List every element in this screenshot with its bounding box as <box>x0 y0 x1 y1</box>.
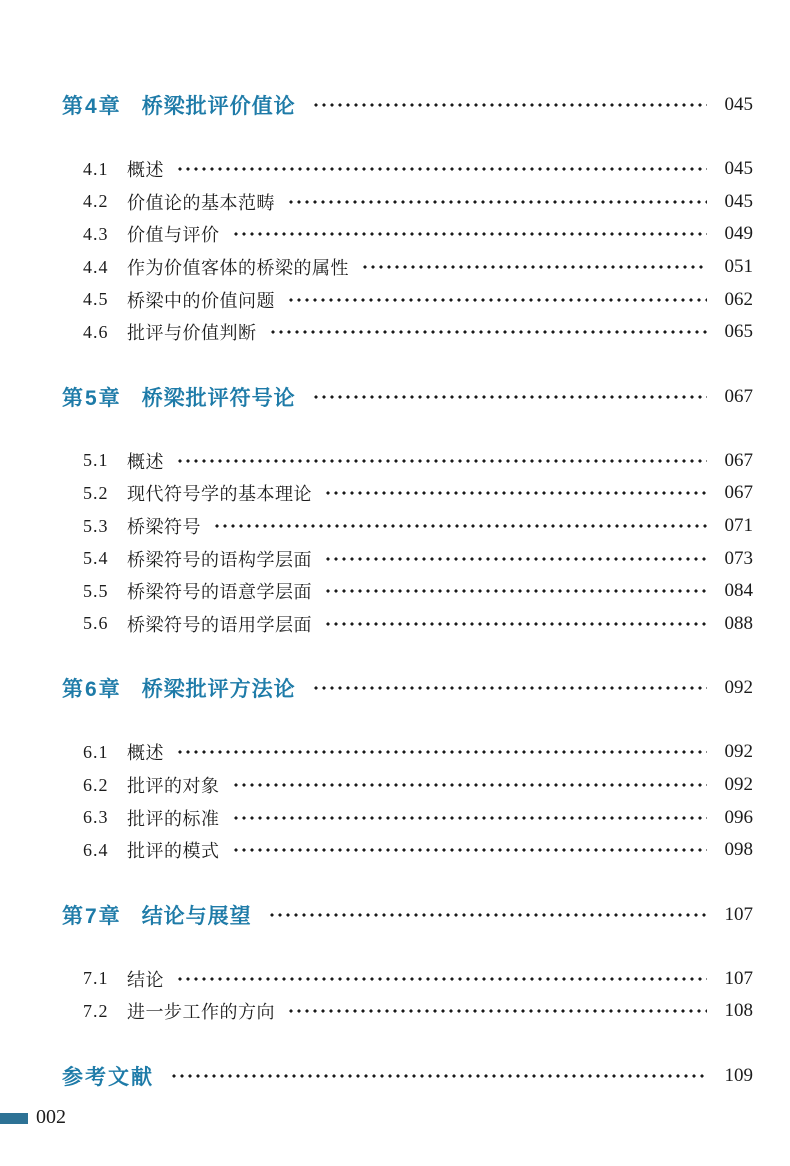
dot-leader <box>176 736 707 769</box>
dot-leader <box>324 608 707 641</box>
chapter-title: 桥梁批评符号论 <box>141 386 296 410</box>
toc-item-row <box>83 510 753 543</box>
item-page-number: 098 <box>724 839 753 861</box>
item-title: 价值与评价 <box>127 225 220 246</box>
item-page-number: 084 <box>724 580 753 602</box>
dot-leader <box>232 801 708 834</box>
item-title: 批评的标准 <box>127 808 220 829</box>
dot-leader <box>232 769 708 802</box>
dot-leader <box>312 385 707 409</box>
item-title: 批评的模式 <box>127 841 220 862</box>
toc-item-row <box>83 445 753 478</box>
item-page-number: 088 <box>724 612 753 634</box>
footer-accent-bar <box>0 1113 28 1124</box>
item-number: 5.1 <box>83 450 109 471</box>
item-number: 5.2 <box>83 482 109 503</box>
item-number: 5.6 <box>83 613 109 634</box>
toc-item-row <box>83 608 753 641</box>
chapter-label: 第7章 <box>62 904 122 928</box>
item-page-number: 062 <box>724 288 753 310</box>
dot-leader <box>268 903 707 927</box>
item-title: 结论 <box>127 969 164 990</box>
chapter-page-number: 067 <box>724 385 753 407</box>
item-title: 概述 <box>127 451 164 472</box>
chapter-label: 参考文献 <box>62 1065 154 1089</box>
toc-item-row <box>83 251 753 284</box>
dot-leader <box>287 186 707 219</box>
item-number: 7.1 <box>83 968 109 989</box>
chapter-page-number: 092 <box>724 677 753 699</box>
item-title: 进一步工作的方向 <box>127 1002 275 1023</box>
toc-item-row <box>83 575 753 608</box>
item-number: 4.3 <box>83 223 109 244</box>
item-page-number: 092 <box>724 774 753 796</box>
item-number: 4.2 <box>83 191 109 212</box>
item-number: 5.5 <box>83 580 109 601</box>
toc-item-row <box>83 477 753 510</box>
dot-leader <box>232 218 708 251</box>
chapter-items <box>62 963 753 1028</box>
toc-item-row <box>83 153 753 186</box>
item-page-number: 051 <box>724 256 753 278</box>
item-number: 6.4 <box>83 839 109 860</box>
toc-item-row <box>83 995 753 1028</box>
dot-leader <box>324 477 707 510</box>
item-page-number: 067 <box>724 449 753 471</box>
item-page-number: 108 <box>724 1000 753 1022</box>
chapter-title: 桥梁批评方法论 <box>141 678 296 702</box>
dot-leader <box>287 283 707 316</box>
item-page-number: 071 <box>724 515 753 537</box>
item-page-number: 045 <box>724 190 753 212</box>
item-number: 5.4 <box>83 548 109 569</box>
toc-item-row <box>83 736 753 769</box>
chapter-row <box>62 903 753 927</box>
toc-item-row <box>83 218 753 251</box>
item-title: 桥梁符号的语用学层面 <box>127 614 312 635</box>
item-title: 桥梁符号 <box>127 517 201 538</box>
toc-item-row <box>83 769 753 802</box>
item-title: 现代符号学的基本理论 <box>127 484 312 505</box>
item-number: 6.1 <box>83 741 109 762</box>
chapter-items <box>62 445 753 641</box>
item-page-number: 067 <box>724 482 753 504</box>
dot-leader <box>269 316 708 349</box>
chapter-page-number: 107 <box>724 903 753 925</box>
page-footer <box>0 1106 790 1136</box>
toc-item-row <box>83 963 753 996</box>
chapter-label: 第5章 <box>62 386 122 410</box>
chapter-page-number: 045 <box>724 94 753 115</box>
chapter-label: 第6章 <box>62 678 122 702</box>
item-page-number: 049 <box>724 223 753 245</box>
item-page-number: 073 <box>724 547 753 569</box>
item-title: 概述 <box>127 160 164 181</box>
item-title: 概述 <box>127 743 164 764</box>
dot-leader <box>324 542 707 575</box>
item-number: 4.1 <box>83 158 109 179</box>
dot-leader <box>176 445 707 478</box>
item-title: 桥梁符号的语构学层面 <box>127 549 312 570</box>
item-number: 4.4 <box>83 256 109 277</box>
chapter-row <box>62 1064 753 1088</box>
toc-item-row <box>83 283 753 316</box>
item-number: 4.6 <box>83 321 109 342</box>
dot-leader <box>213 510 707 543</box>
dot-leader <box>176 153 707 186</box>
item-page-number: 045 <box>724 158 753 180</box>
toc-item-row <box>83 834 753 867</box>
chapter-label: 第4章 <box>62 95 122 118</box>
item-number: 7.2 <box>83 1000 109 1021</box>
item-title: 批评的对象 <box>127 776 220 797</box>
item-number: 4.5 <box>83 289 109 310</box>
dot-leader <box>287 995 707 1028</box>
dot-leader <box>176 963 707 996</box>
item-number: 6.2 <box>83 774 109 795</box>
dot-leader <box>324 575 707 608</box>
dot-leader <box>361 251 707 284</box>
dot-leader <box>312 93 707 117</box>
chapter-title: 结论与展望 <box>141 904 252 928</box>
item-page-number: 065 <box>724 321 753 343</box>
chapter-title: 桥梁批评价值论 <box>141 95 296 118</box>
toc-item-row <box>83 542 753 575</box>
item-page-number: 096 <box>724 806 753 828</box>
folio-page-number: 002 <box>36 1106 66 1128</box>
item-title: 桥梁中的价值问题 <box>127 290 275 311</box>
item-page-number: 092 <box>724 741 753 763</box>
item-page-number: 107 <box>724 967 753 989</box>
item-number: 6.3 <box>83 807 109 828</box>
item-title: 作为价值客体的桥梁的属性 <box>127 258 349 279</box>
toc-item-row <box>83 801 753 834</box>
dot-leader <box>312 676 707 700</box>
item-title: 批评与价值判断 <box>127 323 257 344</box>
chapter-items <box>62 736 753 866</box>
item-title: 价值论的基本范畴 <box>127 192 275 213</box>
chapter-page-number: 109 <box>724 1064 753 1086</box>
chapter-row <box>62 676 753 700</box>
toc-item-row <box>83 316 753 349</box>
item-number: 5.3 <box>83 515 109 536</box>
dot-leader <box>232 834 708 867</box>
toc-item-row <box>83 186 753 219</box>
item-title: 桥梁符号的语意学层面 <box>127 582 312 603</box>
chapter-row <box>62 93 753 117</box>
chapter-items <box>62 153 753 349</box>
chapter-row <box>62 385 753 409</box>
dot-leader <box>170 1064 707 1088</box>
